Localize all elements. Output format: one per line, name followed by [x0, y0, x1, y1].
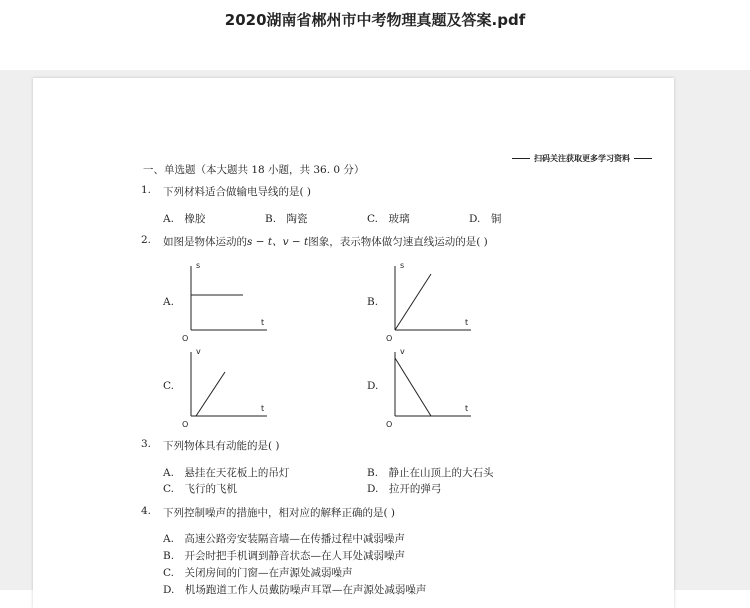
pdf-page — [33, 78, 674, 608]
section-heading: 一、单选题（本大题共 18 小题，共 36. 0 分） — [143, 164, 365, 176]
graph-a-x-label: t — [261, 318, 265, 327]
q2-paren: ( ) — [476, 236, 488, 248]
q2-stem-a: 如图是物体运动的 — [163, 236, 247, 248]
q4-number: 4. — [141, 505, 152, 517]
q2-math: s − t、v − t — [247, 236, 309, 248]
q4-paren: ( ) — [383, 507, 396, 519]
q3-option-a: A. 悬挂在天花板上的吊灯 — [163, 467, 290, 479]
graph-b-line — [395, 274, 431, 330]
q4-option-c: C. 关闭房间的门窗—在声源处减弱噪声 — [163, 567, 353, 579]
document-title: 2020湖南省郴州市中考物理真题及答案.pdf — [224, 11, 526, 29]
graph-d — [385, 344, 480, 429]
graph-a-y-label: s — [196, 261, 201, 270]
graph-d-origin: O — [386, 420, 393, 429]
q3-paren: ( ) — [268, 440, 280, 452]
document-header — [0, 0, 750, 70]
q3-option-c: C. 飞行的飞机 — [163, 483, 237, 495]
q2-option-d-label: D. — [367, 380, 379, 392]
graph-b-y-label: s — [400, 261, 405, 270]
banner-text: 扫码关注获取更多学习资料 — [534, 154, 630, 163]
graph-c-origin: O — [182, 420, 189, 429]
q4-option-d: D. 机场跑道工作人员戴防噪声耳罩—在声源处减弱噪声 — [163, 584, 427, 596]
graph-a — [181, 258, 276, 343]
q2-option-b-label: B. — [367, 296, 379, 308]
graph-c-line — [196, 372, 225, 416]
q2-stem-b: 图象，表示物体做匀速直线运动的是 — [308, 236, 477, 248]
q3-option-d: D. 拉开的弹弓 — [367, 483, 442, 495]
graph-c-y-label: v — [196, 347, 201, 356]
q1-option-c: C. 玻璃 — [367, 213, 410, 225]
graph-c — [181, 344, 276, 429]
q4-option-b: B. 开会时把手机调到静音状态—在人耳处减弱噪声 — [163, 550, 406, 562]
q2-option-c-label: C. — [163, 380, 174, 392]
q3-stem: 下列物体具有动能的是 — [163, 440, 268, 452]
graph-d-y-label: v — [400, 347, 405, 356]
document-viewer[interactable] — [0, 70, 750, 596]
graph-b-x-label: t — [465, 318, 469, 327]
q1-text — [163, 184, 311, 199]
q1-stem: 下列材料适合做输电导线的是 — [163, 186, 300, 198]
q4-stem: 下列控制噪声的措施中，相对应的解释正确的是 — [163, 507, 384, 519]
graph-d-x-label: t — [465, 404, 469, 413]
q1-option-d: D. 铜 — [469, 213, 502, 225]
q1-option-a: A. 橡胶 — [163, 213, 206, 225]
graph-b — [385, 258, 480, 343]
q2-option-a-label: A. — [163, 296, 174, 308]
q4-text — [163, 505, 395, 520]
q3-number: 3. — [141, 438, 152, 450]
q1-paren: ( ) — [299, 186, 312, 198]
banner-dash-left — [512, 158, 530, 159]
q1-number: 1. — [141, 184, 152, 196]
q3-option-b: B. 静止在山顶上的大石头 — [367, 467, 494, 479]
q4-option-a: A. 高速公路旁安装隔音墙—在传播过程中减弱噪声 — [163, 533, 405, 545]
promo-banner — [508, 153, 656, 164]
q3-text — [163, 438, 280, 453]
graph-c-x-label: t — [261, 404, 265, 413]
graph-a-origin: O — [182, 334, 189, 343]
q2-text — [163, 234, 488, 249]
q2-number: 2. — [141, 234, 152, 246]
q1-option-b: B. 陶瓷 — [265, 213, 308, 225]
banner-dash-right — [634, 158, 652, 159]
graph-b-origin: O — [386, 334, 393, 343]
graph-d-line — [395, 358, 431, 416]
